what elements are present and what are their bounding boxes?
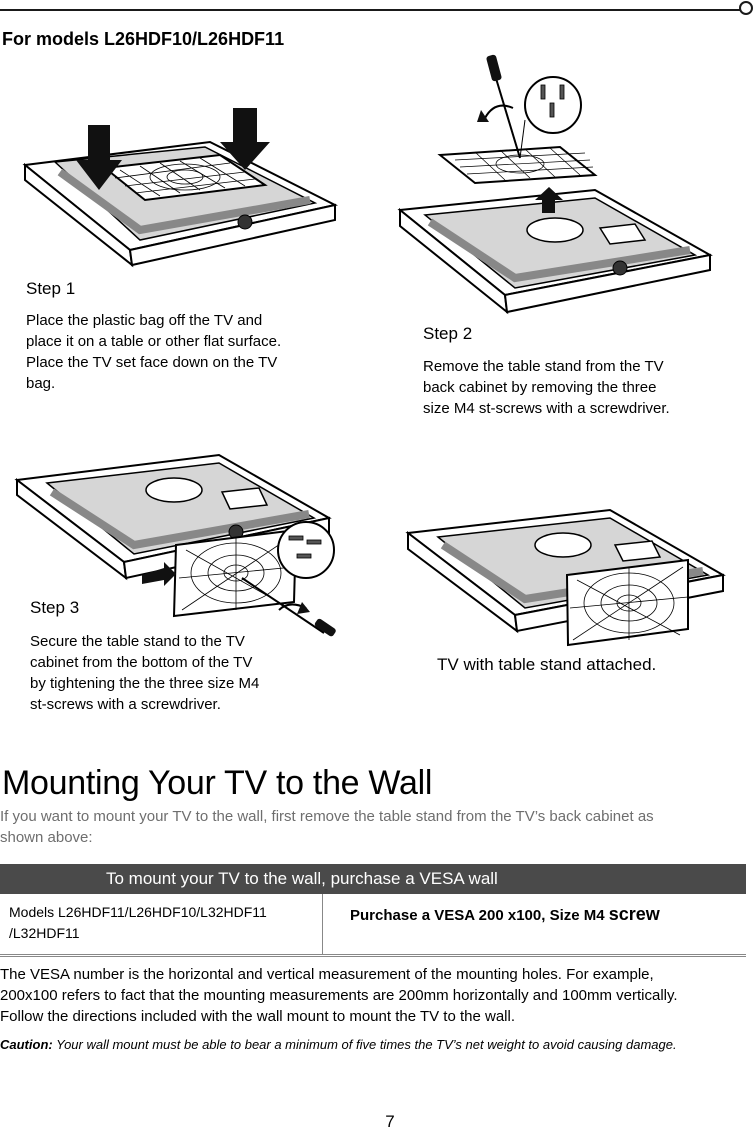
body-line: 200x100 refers to fact that the mounting measurements are 200mm horizontally and 100mm vertically. <box>0 987 678 1004</box>
step2-text-line: back cabinet by removing the three <box>423 379 657 396</box>
purchase-word: screw <box>608 904 660 924</box>
stand-attached-illustration <box>405 505 730 650</box>
body-line: Follow the directions included with the wall mount to mount the TV to the wall. <box>0 1008 515 1025</box>
intro-text <box>0 806 740 848</box>
caution-label: Caution: <box>0 1037 53 1052</box>
intro-line: If you want to mount your TV to the wall, first remove the table stand from the TV’s back cabinet as <box>0 808 654 825</box>
models-title: For models L26HDF10/L26HDF11 <box>2 29 285 49</box>
step2-illustration <box>395 50 715 320</box>
top-rule-end-circle <box>739 1 753 15</box>
stand-attached-caption: TV with table stand attached. <box>437 655 657 674</box>
body-line: The VESA number is the horizontal and vertical measurement of the mounting holes. For example, <box>0 966 654 983</box>
step3-illustration <box>14 450 344 650</box>
step1-illustration <box>20 100 340 270</box>
vesa-table <box>0 864 746 957</box>
step3-title: Step 3 <box>30 598 80 617</box>
step3-text-line: by tightening the the three size M4 <box>30 675 260 692</box>
models-line: Models L26HDF11/L26HDF10/L32HDF11 <box>9 904 267 920</box>
step2-title: Step 2 <box>423 324 473 343</box>
models-cell <box>0 894 323 954</box>
step1-text-line: bag. <box>26 375 56 392</box>
purchase-cell <box>323 894 746 954</box>
step2-text-line: Remove the table stand from the TV <box>423 358 664 375</box>
vesa-table-header: To mount your TV to the wall, purchase a VESA wall <box>0 864 746 894</box>
step1-text <box>26 310 281 394</box>
step1-text-line: place it on a table or other flat surface. <box>26 333 282 350</box>
step1-text-line: Place the plastic bag off the TV and <box>26 312 263 329</box>
vesa-explanation <box>0 964 756 1027</box>
page-number: 7 <box>385 1112 395 1131</box>
step1-title: Step 1 <box>26 279 76 298</box>
step3-text-line: cabinet from the bottom of the TV <box>30 654 253 671</box>
step2-text-line: size M4 st-screws with a screwdriver. <box>423 400 670 417</box>
step3-text-line: st-screws with a screwdriver. <box>30 696 221 713</box>
purchase-text: Purchase a VESA 200 x100, Size M4 <box>350 907 605 924</box>
intro-line: shown above: <box>0 829 93 846</box>
top-rule <box>0 9 741 11</box>
models-line: /L32HDF11 <box>9 925 80 941</box>
step1-text-line: Place the TV set face down on the TV <box>26 354 278 371</box>
caution-note <box>0 1037 756 1052</box>
caution-text: Your wall mount must be able to bear a minimum of five times the TV’s net weight to avoid causing damage. <box>56 1037 677 1052</box>
step3-text <box>30 631 259 715</box>
table-row <box>0 894 746 957</box>
section-title: Mounting Your TV to the Wall <box>2 764 433 802</box>
step2-text <box>423 356 670 419</box>
step3-text-line: Secure the table stand to the TV <box>30 633 245 650</box>
